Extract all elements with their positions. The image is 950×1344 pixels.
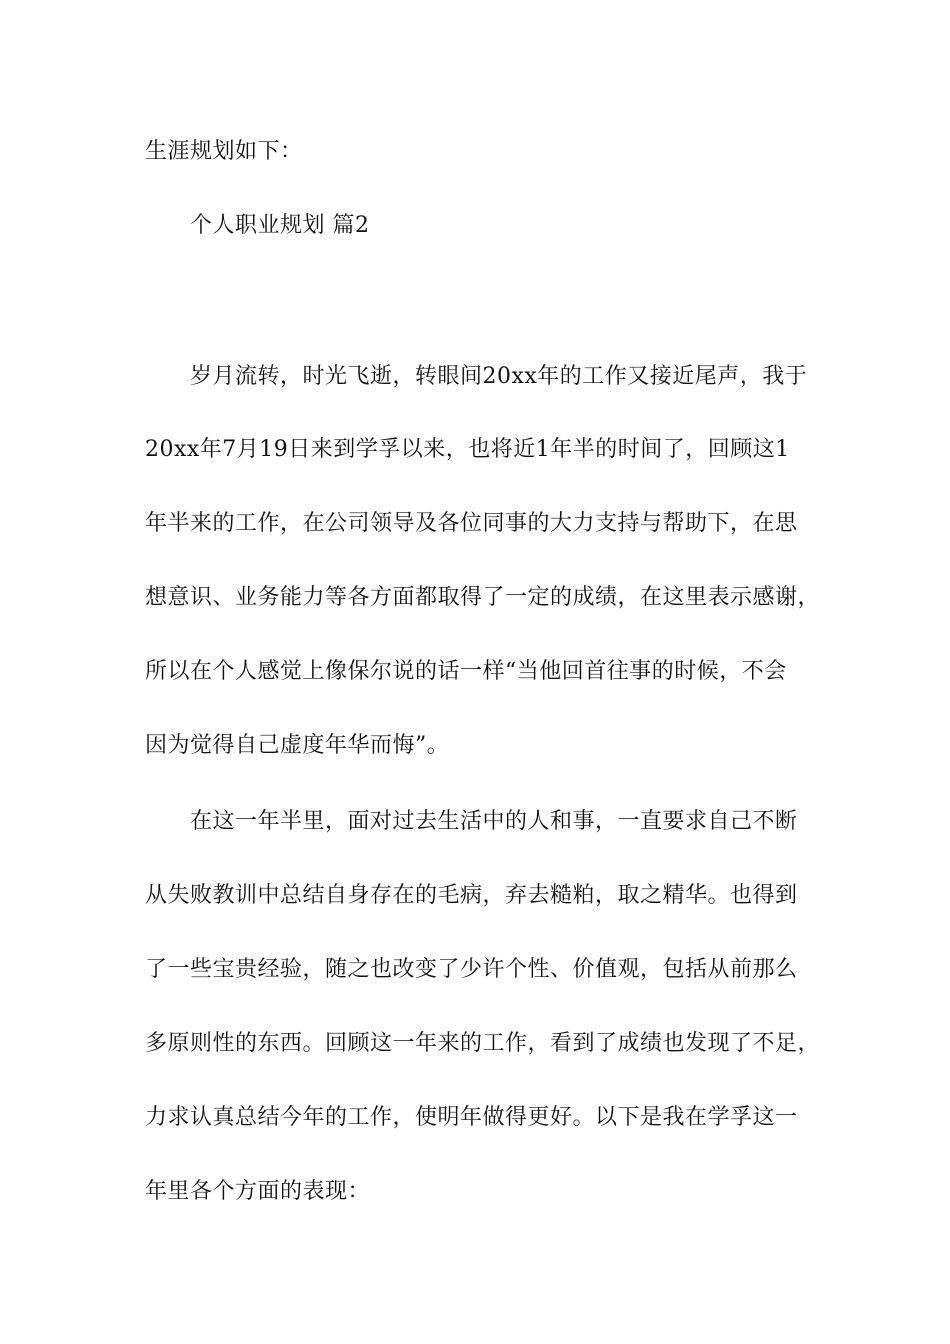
intro-line: 生涯规划如下： — [145, 139, 303, 164]
paragraph-line: 力求认真总结今年的工作，使明年做得更好。以下是我在学孚这一 — [145, 1105, 798, 1130]
paragraph-line: 在这一年半里，面对过去生活中的人和事，一直要求自己不断 — [190, 809, 798, 834]
paragraph-line: 想意识、业务能力等各方面都取得了一定的成绩，在这里表示感谢， — [145, 585, 821, 610]
paragraph-line: 20xx年7月19日来到学孚以来，也将近1年半的时间了，回顾这1 — [145, 437, 790, 462]
paragraph-line: 年里各个方面的表现： — [145, 1179, 371, 1204]
section-title: 个人职业规划 篇2 — [190, 213, 370, 238]
paragraph-line: 岁月流转，时光飞逝，转眼间20xx年的工作又接近尾声，我于 — [190, 364, 808, 389]
paragraph-line: 从失败教训中总结自身存在的毛病，弃去糙粕，取之精华。也得到 — [145, 883, 798, 908]
paragraph-line: 了一些宝贵经验，随之也改变了少许个性、价值观，包括从前那么 — [145, 957, 798, 982]
paragraph-line: 年半来的工作，在公司领导及各位同事的大力支持与帮助下，在思 — [145, 511, 798, 536]
paragraph-line: 所以在个人感觉上像保尔说的话一样“当他回首往事的时候，不会 — [145, 659, 787, 684]
paragraph-line: 多原则性的东西。回顾这一年来的工作，看到了成绩也发现了不足， — [145, 1031, 821, 1056]
paragraph-line: 因为觉得自己虚度年华而悔”。 — [145, 733, 450, 758]
